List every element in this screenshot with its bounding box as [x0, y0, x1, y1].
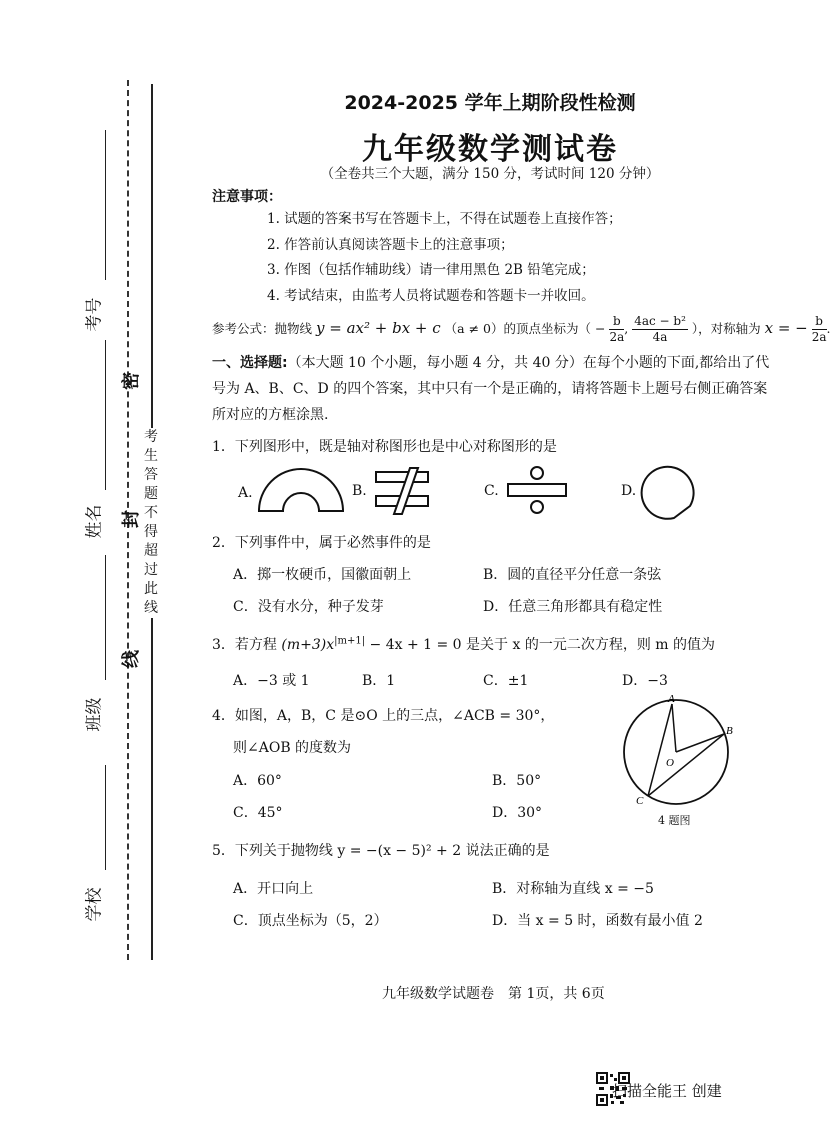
q5-option-d: D．当 x = 5 时，函数有最小值 2	[492, 913, 703, 929]
q4-circle-figure	[616, 694, 736, 810]
q3-option-d: D．−3	[622, 673, 668, 689]
note-item: 4. 考试结束，由监考人员将试题卷和答题卡一并收回。	[267, 288, 595, 304]
axis-numerator: b	[812, 314, 827, 330]
vertex-y-fraction	[632, 314, 688, 345]
page-footer: 九年级数学试题卷 第 1页，共 6页	[382, 986, 605, 1002]
seal-char-xian: 线	[121, 650, 142, 668]
vertex-y-denominator: 4a	[652, 330, 668, 344]
formula-equation: y = ax² + bx + c	[316, 319, 441, 337]
q3-option-c: C．±1	[483, 673, 529, 689]
class-underline	[105, 555, 106, 680]
q1-option-c-label: C.	[484, 483, 499, 499]
question-4-stem-line2: 则∠AOB 的度数为	[233, 740, 352, 756]
q1-option-a-label: A.	[238, 485, 253, 501]
q4-option-c: C．45°	[233, 805, 283, 821]
q2-option-c: C．没有水分，种子发芽	[233, 599, 384, 615]
q4-point-c: C	[636, 795, 644, 807]
exam-subtitle: 2024-2025 学年上期阶段性检测	[344, 92, 636, 114]
field-name: 姓名	[84, 504, 105, 539]
q5-option-c: C．顶点坐标为（5，2）	[233, 913, 388, 929]
axis-denominator: 2a	[811, 330, 827, 344]
q4-option-b: B．50°	[492, 773, 542, 789]
section-text: （本大题 10 个小题，每小题 4 分，共 40 分）在每个小题的下面,都给出了代号为 A、B、C、D 的四个答案，其中只有一个是正确的，请将答题卡上题号右侧正确答案所对应的方框涂黑.	[212, 355, 770, 423]
q3-stem-b: − 4x + 1 = 0 是关于 x 的一元二次方程，则 m 的值为	[369, 637, 716, 653]
q2-option-b: B．圆的直径平分任意一条弦	[483, 567, 662, 583]
q1-figure-c-division-sign	[505, 466, 569, 516]
q3-stem-a: 3．若方程	[212, 637, 277, 653]
question-4-stem-line1: 4．如图，A，B，C 是⊙O 上的三点，∠ACB = 30°，	[212, 708, 555, 724]
field-class: 班级	[84, 697, 105, 732]
q4-option-d: D．30°	[492, 805, 543, 821]
q3-option-a: A．−3 或 1	[233, 673, 310, 689]
scanner-watermark: 扫描全能王 创建	[612, 1082, 722, 1100]
q3-option-b: B．1	[362, 673, 396, 689]
field-exam-number: 考号	[84, 297, 105, 332]
q1-figure-b-unequal-sign	[372, 466, 432, 516]
formula-axis-eq: x = −	[764, 319, 808, 337]
q2-option-a: A．掷一枚硬币，国徽面朝上	[233, 567, 412, 583]
q1-option-b-label: B.	[352, 483, 367, 499]
question-2-stem: 2．下列事件中，属于必然事件的是	[212, 535, 431, 551]
formula-condition: （a ≠ 0）的顶点坐标为（	[444, 321, 591, 336]
q2-option-d: D．任意三角形都具有稳定性	[483, 599, 663, 615]
note-item: 3. 作图（包括作辅助线）请一律用黑色 2B 铅笔完成；	[267, 262, 595, 278]
q4-figure-caption: 4 题图	[658, 814, 691, 827]
vertex-x-numerator: b	[609, 314, 624, 330]
name-underline	[105, 340, 106, 490]
exam-number-underline	[105, 130, 106, 280]
formula-axis-lead: ），对称轴为	[691, 321, 761, 336]
question-1-stem: 1．下列图形中，既是轴对称图形也是中心对称图形的是	[212, 439, 557, 455]
formula-lead: 参考公式：抛物线	[212, 321, 313, 336]
exam-info: （全卷共三个大题，满分 150 分，考试时间 120 分钟）	[320, 166, 660, 182]
vertex-x-denominator: 2a	[609, 330, 625, 344]
note-item: 1. 试题的答案书写在答题卡上，不得在试题卷上直接作答；	[267, 211, 622, 227]
seal-warning: 考生答题不得超过此线	[144, 429, 158, 616]
q1-option-d-label: D.	[621, 483, 637, 499]
formula-vx-sign: −	[594, 321, 606, 336]
note-item: 2. 作答前认真阅读答题卡上的注意事项；	[267, 237, 514, 253]
q5-option-a: A．开口向上	[233, 881, 314, 897]
vertex-x-fraction	[609, 314, 624, 345]
section-head: 一、选择题:	[212, 355, 288, 371]
q5-option-b: B．对称轴为直线 x = −5	[492, 881, 654, 897]
vertex-y-numerator: 4ac − b²	[634, 314, 686, 328]
notes-title: 注意事项：	[212, 189, 282, 205]
exam-title: 九年级数学测试卷	[362, 132, 618, 167]
axis-fraction	[812, 314, 827, 345]
reference-formula: 参考公式：抛物线 y = ax² + bx + c （a ≠ 0）的顶点坐标为（ − $\frac{b}{2a}$ , $\frac{\text{4ac − b²}}{4a}$ ），对称轴为 x = − $\frac{b}{2a}$ .	[212, 314, 831, 344]
seal-char-feng: 封	[121, 510, 142, 528]
question-3-stem	[212, 634, 715, 654]
seal-char-mi: 密	[121, 372, 142, 390]
formula-end: .	[826, 321, 831, 336]
q4-point-o: O	[666, 757, 674, 769]
section-choice	[212, 350, 772, 428]
q1-figure-a-arch	[255, 465, 347, 515]
field-school: 学校	[84, 887, 105, 922]
q4-point-b: B	[726, 725, 733, 737]
q3-stem-eq: (m+3)x	[281, 637, 335, 653]
school-underline	[105, 765, 106, 870]
q1-figure-d-drop	[638, 462, 698, 520]
q4-point-a: A	[668, 693, 675, 705]
question-5-stem: 5．下列关于抛物线 y = −(x − 5)² + 2 说法正确的是	[212, 843, 550, 859]
q3-stem-exp: |m+1|	[334, 635, 366, 647]
q4-option-a: A．60°	[233, 773, 282, 789]
